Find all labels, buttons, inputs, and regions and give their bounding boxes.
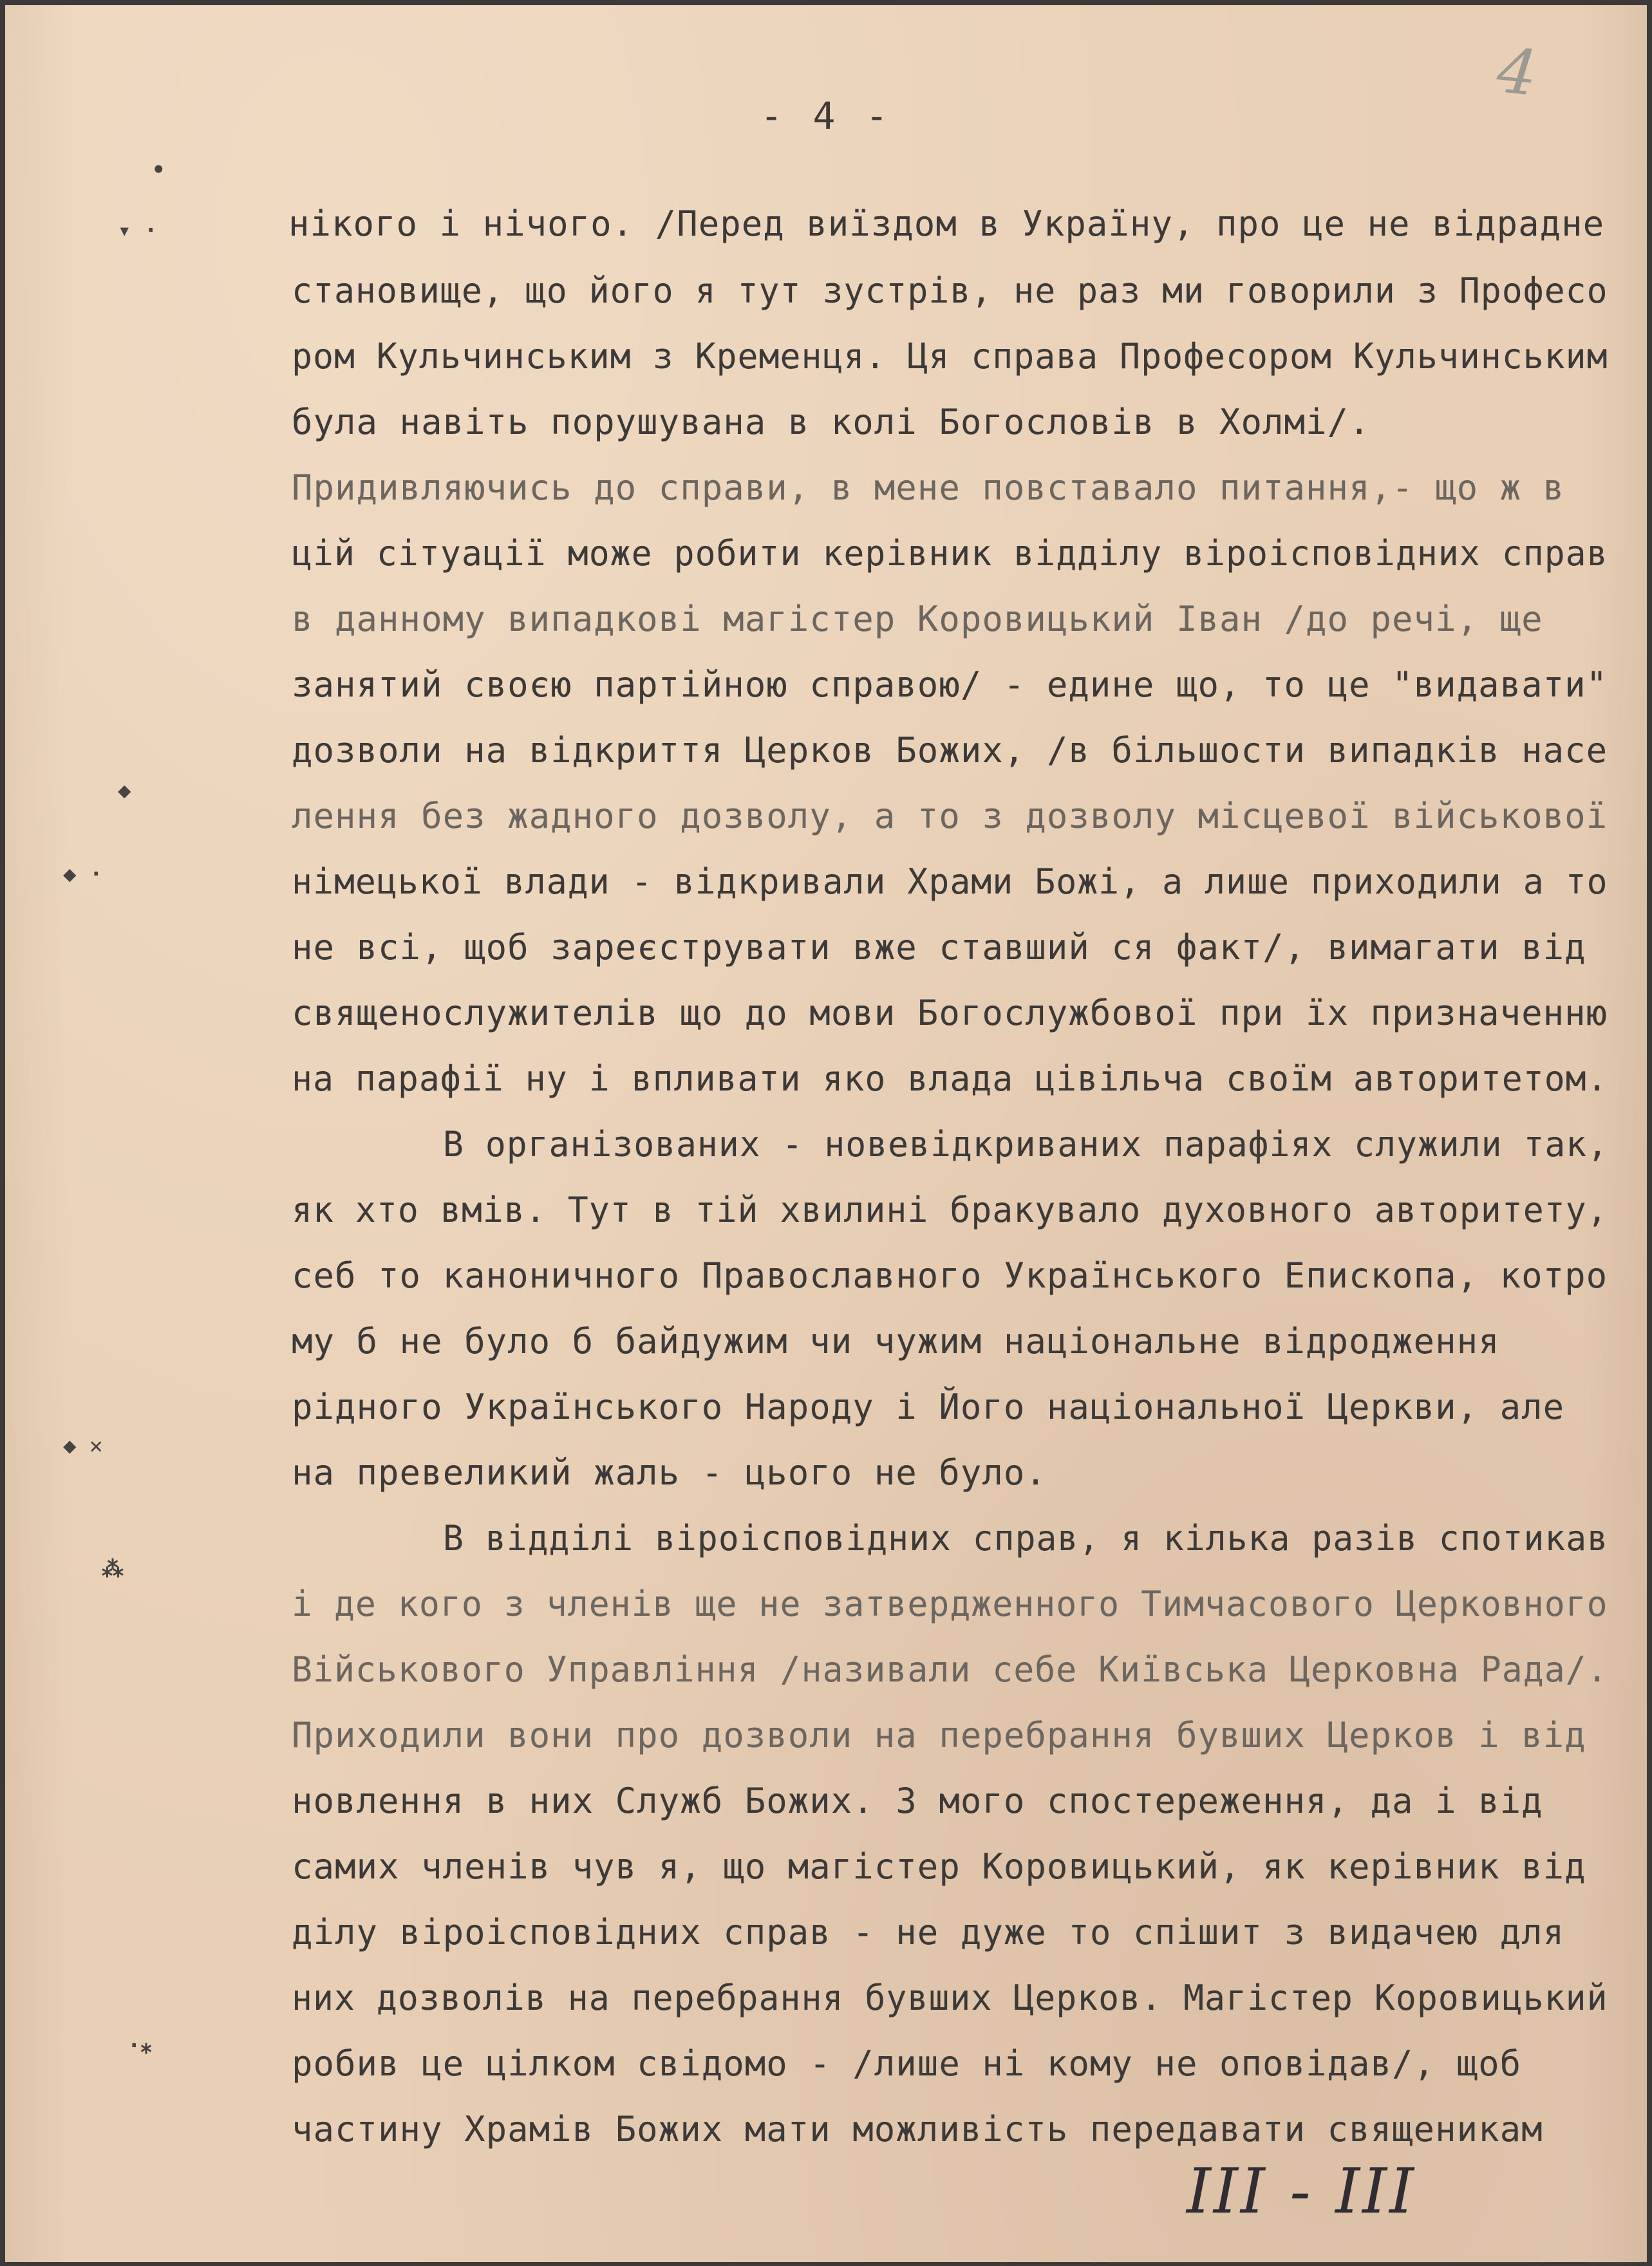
archive-page-mark: 4 (1494, 34, 1541, 110)
text-line: В відділі віроісповідних справ, я кілька разів спотикав (443, 1518, 1609, 1559)
text-line: в данному випадкові магістер Коровицький Іван /до речі, ще (292, 599, 1543, 639)
hole-punch-mark: ·⁎ (127, 2033, 152, 2059)
text-line: на парафії ну і впливати яко влада цівільча своїм авторитетом. (292, 1058, 1608, 1099)
text-line: му б не було б байдужим чи чужим національне відродження (292, 1321, 1500, 1362)
text-line: дозволи на відкриття Церков Божих, /в більшости випадків насе (292, 730, 1608, 771)
text-line: ділу віроісповідних справ - не дуже то спішит з видачею для (292, 1912, 1565, 1952)
text-line: була навіть порушувана в колі Богословів в Холмі/. (292, 402, 1371, 442)
text-line: і де кого з членів ще не затвердженного Тимчасового Церковного (292, 1584, 1608, 1624)
document-page (5, 5, 1647, 2262)
hole-punch-mark: ◆ · (63, 861, 103, 887)
text-line: ром Кульчинським з Кременця. Ця справа Професором Кульчинським (292, 336, 1608, 377)
text-line: німецької влади - відкривали Храми Божі, а лише приходили а то (292, 861, 1608, 902)
text-line: Приходили вони про дозволи на перебрання бувших Церков і від (292, 1715, 1586, 1756)
text-line: В організованих - новевідкриваних парафіях служили так, (443, 1124, 1609, 1165)
hole-punch-mark: • (152, 157, 165, 183)
text-line: новлення в них Служб Божих. З мого спостереження, да і від (292, 1781, 1543, 1821)
text-line: не всі, щоб зареєструвати вже ставший ся факт/, вимагати від (292, 927, 1586, 968)
text-line: священослужителів що до мови Богослужбової при їх призначенню (292, 993, 1608, 1033)
hole-punch-mark: ◆ (118, 778, 131, 803)
text-line: занятий своєю партійною справою/ - едине що, то це "видавати" (292, 664, 1608, 705)
text-line: них дозволів на перебрання бувших Церков. Магістер Коровицький (292, 1978, 1608, 2018)
hole-punch-mark: ▾ · (118, 218, 158, 243)
text-line: нікого і нічого. /Перед виїздом в Україну, про це не відрадне (288, 203, 1605, 244)
text-line: цій сітуації може робити керівник відділу віроісповідних справ (292, 533, 1608, 574)
text-line: себ то каноничного Православного Українського Епископа, котро (292, 1255, 1608, 1296)
hole-punch-mark: ◆ ✕ (63, 1433, 103, 1459)
text-line: Придивляючись до справи, в мене повставало питання,- що ж в (292, 467, 1565, 508)
text-line: самих членів чув я, що магістер Коровицький, як керівник від (292, 1846, 1586, 1887)
page-number: - 4 - (760, 94, 892, 138)
text-line: як хто вмів. Тут в тій хвилині бракувало духовного авторитету, (292, 1190, 1608, 1230)
text-line: становище, що його я тут зустрів, не раз ми говорили з Професо (292, 270, 1608, 311)
text-line: рідного Українського Народу і Його національної Церкви, але (292, 1387, 1565, 1427)
handwritten-footer-mark: III - III (1187, 2155, 1416, 2227)
text-line: Військового Управління /називали себе Київська Церковна Рада/. (292, 1649, 1608, 1690)
hole-punch-mark: ⁂ (102, 1557, 124, 1582)
text-line: лення без жадного дозволу, а то з дозволу місцевої військової (292, 796, 1608, 836)
text-line: на превеликий жаль - цього не було. (292, 1452, 1047, 1493)
text-line: частину Храмів Божих мати можливість передавати священикам (292, 2109, 1543, 2149)
text-line: робив це цілком свідомо - /лише ні кому не оповідав/, щоб (292, 2043, 1522, 2084)
